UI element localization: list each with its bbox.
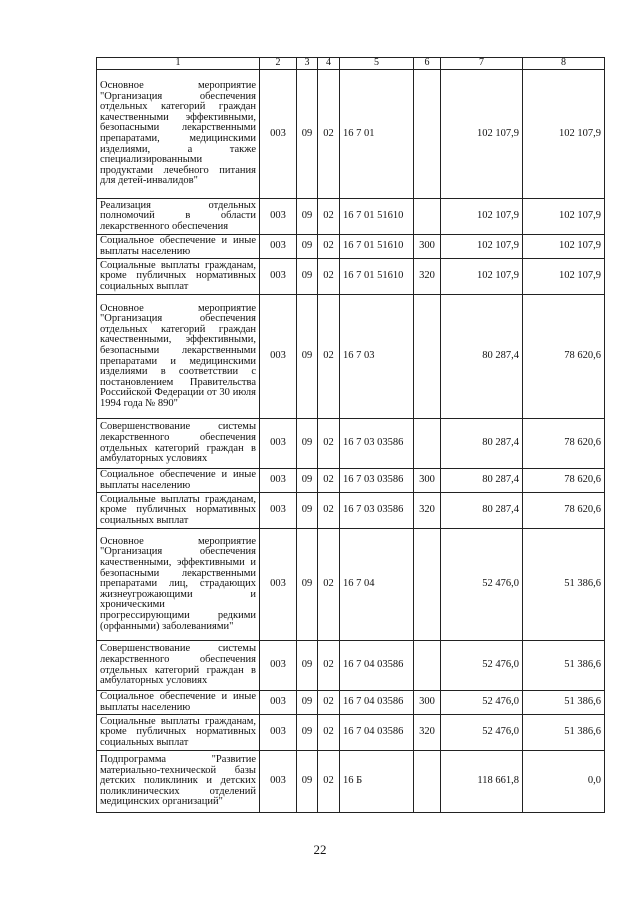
table-row	[97, 493, 605, 529]
cell-amount-1: 80 287,4	[441, 295, 523, 419]
page-number: 22	[313, 842, 327, 857]
table-row	[97, 235, 605, 259]
cell-type	[414, 199, 441, 235]
cell-ministry: 003	[260, 715, 297, 751]
cell-amount-1: 80 287,4	[441, 469, 523, 493]
cell-section: 09	[297, 295, 318, 419]
cell-target: 16 7 01	[340, 70, 414, 199]
column-header: 4	[318, 58, 340, 70]
column-header: 2	[260, 58, 297, 70]
cell-subsection: 02	[318, 641, 340, 691]
cell-amount-2: 0,0	[523, 751, 605, 813]
cell-subsection: 02	[318, 469, 340, 493]
cell-amount-2: 51 386,6	[523, 691, 605, 715]
header-row	[97, 58, 605, 70]
cell-subsection: 02	[318, 70, 340, 199]
cell-subsection: 02	[318, 419, 340, 469]
cell-amount-2: 102 107,9	[523, 70, 605, 199]
table-row	[97, 751, 605, 813]
row-name: Основное мероприятие "Организация обеспечения отдельных категорий граждан качественными, эффективными, безопасными лекарственными препаратами и медицинскими изделиями в соответствии с постановлением Правительства Российской Федерации от 30 июля 1994 года № 890"	[97, 295, 260, 419]
cell-subsection: 02	[318, 493, 340, 529]
table-row	[97, 691, 605, 715]
column-header: 1	[97, 58, 260, 70]
cell-subsection: 02	[318, 259, 340, 295]
row-name: Совершенствование системы лекарственного обеспечения отдельных категорий граждан в амбулаторных условиях	[97, 419, 260, 469]
cell-subsection: 02	[318, 295, 340, 419]
cell-amount-1: 52 476,0	[441, 691, 523, 715]
cell-section: 09	[297, 493, 318, 529]
table-row	[97, 529, 605, 641]
cell-amount-2: 102 107,9	[523, 199, 605, 235]
cell-section: 09	[297, 259, 318, 295]
cell-type: 300	[414, 469, 441, 493]
row-name: Основное мероприятие "Организация обеспечения отдельных категорий граждан качественными эффективными, безопасными лекарственными препаратами, медицинскими изделиями, а также специализированными продуктами лечебного питания для детей-инвалидов"	[97, 70, 260, 199]
cell-target: 16 7 04 03586	[340, 641, 414, 691]
column-header: 6	[414, 58, 441, 70]
cell-amount-2: 78 620,6	[523, 469, 605, 493]
cell-type	[414, 641, 441, 691]
table-row	[97, 715, 605, 751]
table-row	[97, 469, 605, 493]
cell-ministry: 003	[260, 419, 297, 469]
cell-section: 09	[297, 419, 318, 469]
cell-amount-2: 51 386,6	[523, 715, 605, 751]
table-row	[97, 641, 605, 691]
row-name: Социальное обеспечение и иные выплаты населению	[97, 469, 260, 493]
cell-amount-1: 102 107,9	[441, 70, 523, 199]
cell-amount-1: 52 476,0	[441, 641, 523, 691]
cell-target: 16 7 01 51610	[340, 259, 414, 295]
table-row	[97, 295, 605, 419]
cell-ministry: 003	[260, 295, 297, 419]
cell-amount-2: 78 620,6	[523, 295, 605, 419]
budget-table	[96, 57, 605, 813]
cell-type: 300	[414, 691, 441, 715]
cell-section: 09	[297, 70, 318, 199]
row-name: Совершенствование системы лекарственного обеспечения отдельных категорий граждан в амбулаторных условиях	[97, 641, 260, 691]
cell-amount-2: 51 386,6	[523, 641, 605, 691]
cell-amount-2: 78 620,6	[523, 419, 605, 469]
cell-type: 320	[414, 259, 441, 295]
cell-ministry: 003	[260, 235, 297, 259]
cell-amount-1: 102 107,9	[441, 235, 523, 259]
cell-ministry: 003	[260, 751, 297, 813]
cell-type	[414, 529, 441, 641]
cell-target: 16 7 03 03586	[340, 493, 414, 529]
column-header: 8	[523, 58, 605, 70]
cell-target: 16 7 03 03586	[340, 419, 414, 469]
row-name: Социальные выплаты гражданам, кроме публичных нормативных социальных выплат	[97, 715, 260, 751]
table-row	[97, 199, 605, 235]
cell-type	[414, 751, 441, 813]
cell-section: 09	[297, 529, 318, 641]
cell-ministry: 003	[260, 493, 297, 529]
cell-type: 300	[414, 235, 441, 259]
cell-ministry: 003	[260, 70, 297, 199]
cell-subsection: 02	[318, 235, 340, 259]
cell-ministry: 003	[260, 259, 297, 295]
cell-ministry: 003	[260, 641, 297, 691]
cell-type	[414, 419, 441, 469]
cell-section: 09	[297, 235, 318, 259]
cell-amount-1: 80 287,4	[441, 493, 523, 529]
cell-ministry: 003	[260, 691, 297, 715]
cell-ministry: 003	[260, 469, 297, 493]
cell-amount-1: 80 287,4	[441, 419, 523, 469]
cell-target: 16 7 04	[340, 529, 414, 641]
cell-section: 09	[297, 199, 318, 235]
cell-amount-1: 52 476,0	[441, 715, 523, 751]
cell-target: 16 7 01 51610	[340, 199, 414, 235]
table-row	[97, 70, 605, 199]
cell-amount-1: 118 661,8	[441, 751, 523, 813]
cell-target: 16 7 04 03586	[340, 691, 414, 715]
cell-subsection: 02	[318, 199, 340, 235]
row-name: Социальное обеспечение и иные выплаты населению	[97, 235, 260, 259]
cell-type: 320	[414, 715, 441, 751]
column-header: 5	[340, 58, 414, 70]
cell-type: 320	[414, 493, 441, 529]
cell-subsection: 02	[318, 751, 340, 813]
cell-amount-1: 102 107,9	[441, 259, 523, 295]
row-name: Основное мероприятие "Организация обеспечения качественными, эффективными и безопасными лекарственными препаратами лиц, страдающих жизнеугрожающими и хроническими прогрессирующими редкими (орфанными) заболеваниями"	[97, 529, 260, 641]
cell-section: 09	[297, 469, 318, 493]
cell-subsection: 02	[318, 715, 340, 751]
cell-amount-1: 102 107,9	[441, 199, 523, 235]
cell-amount-2: 102 107,9	[523, 259, 605, 295]
cell-amount-2: 78 620,6	[523, 493, 605, 529]
cell-target: 16 7 01 51610	[340, 235, 414, 259]
cell-ministry: 003	[260, 529, 297, 641]
table-row	[97, 419, 605, 469]
cell-ministry: 003	[260, 199, 297, 235]
cell-section: 09	[297, 751, 318, 813]
row-name: Социальное обеспечение и иные выплаты населению	[97, 691, 260, 715]
cell-target: 16 7 03	[340, 295, 414, 419]
cell-section: 09	[297, 715, 318, 751]
column-header: 3	[297, 58, 318, 70]
cell-amount-2: 51 386,6	[523, 529, 605, 641]
cell-section: 09	[297, 641, 318, 691]
cell-type	[414, 295, 441, 419]
cell-amount-2: 102 107,9	[523, 235, 605, 259]
cell-subsection: 02	[318, 529, 340, 641]
cell-amount-1: 52 476,0	[441, 529, 523, 641]
row-name: Социальные выплаты гражданам, кроме публичных нормативных социальных выплат	[97, 259, 260, 295]
column-header: 7	[441, 58, 523, 70]
cell-target: 16 Б	[340, 751, 414, 813]
row-name: Социальные выплаты гражданам, кроме публичных нормативных социальных выплат	[97, 493, 260, 529]
cell-target: 16 7 03 03586	[340, 469, 414, 493]
cell-section: 09	[297, 691, 318, 715]
row-name: Подпрограмма "Развитие материально-технической базы детских поликлиник и детских поликлинических отделений медицинских организаций"	[97, 751, 260, 813]
cell-type	[414, 70, 441, 199]
cell-subsection: 02	[318, 691, 340, 715]
cell-target: 16 7 04 03586	[340, 715, 414, 751]
row-name: Реализация отдельных полномочий в области лекарственного обеспечения	[97, 199, 260, 235]
table-row	[97, 259, 605, 295]
